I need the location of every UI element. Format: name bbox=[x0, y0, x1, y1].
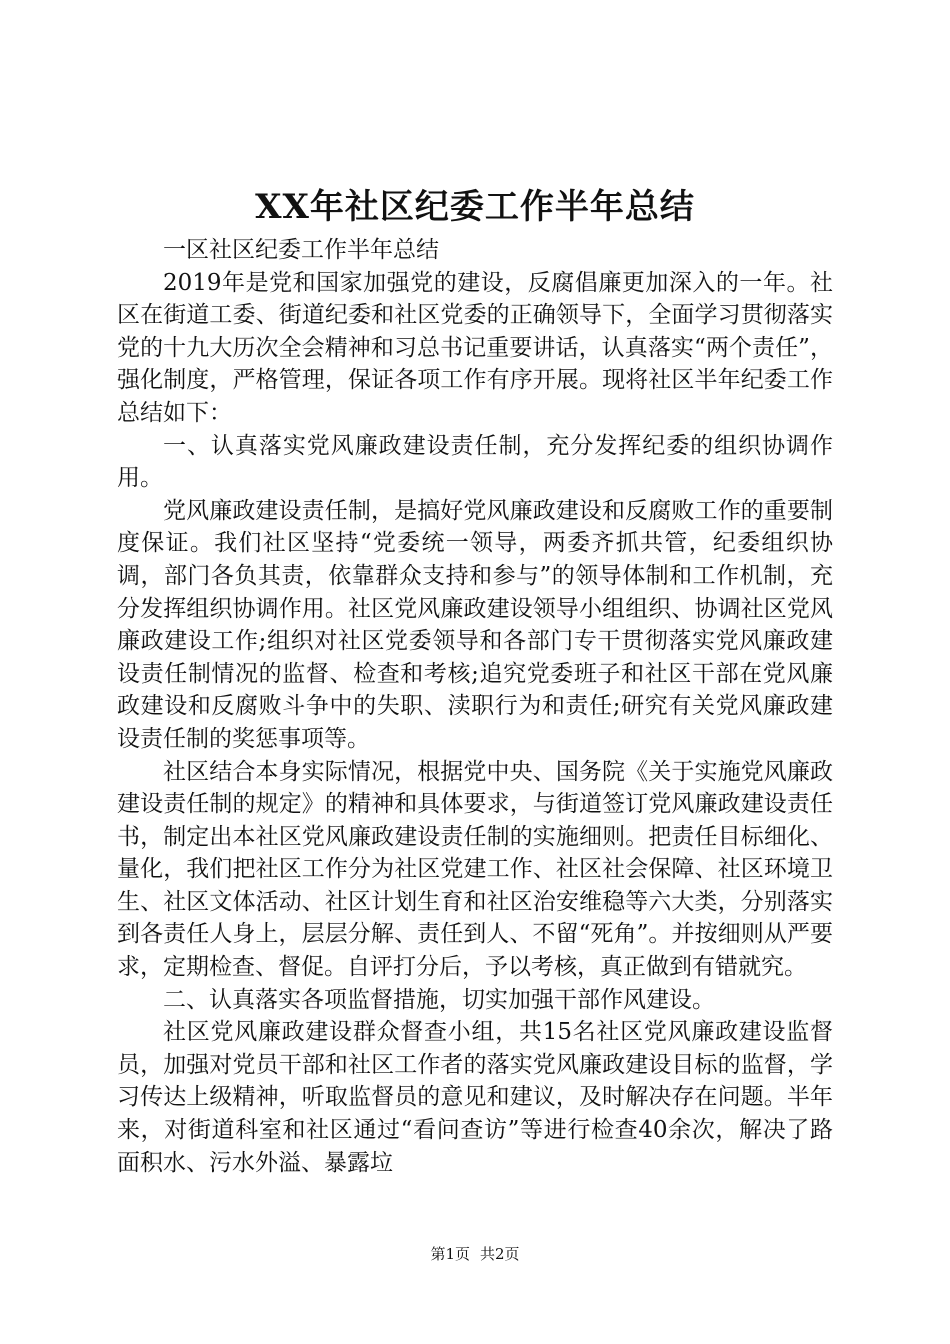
document-title: XX年社区纪委工作半年总结 bbox=[255, 187, 695, 227]
section-heading-2: 二、认真落实各项监督措施，切实加强干部作风建设。 bbox=[163, 986, 715, 1013]
paragraph-responsibility-system: 党风廉政建设责任制，是搞好党风廉政建设和反腐败工作的重要制度保证。我们社区坚持“党委统一领导，两委齐抓共管，纪委组织协调，部门各负其责，依靠群众支持和参与”的领导体制和工作机制，充分发挥组织协调作用。社区党风廉政建设领导小组组织、协调社区党风廉政建设工作;组织对社区党委领导和各部门专干贯彻落实党风廉政建设责任制情况的监督、检查和考核;追究党委班子和社区干部在党风廉政建设和反腐败斗争中的失职、渎职行为和责任;研究有关党风廉政建设责任制的奖惩事项等。 bbox=[117, 497, 833, 752]
paragraph-intro: 2019年是党和国家加强党的建设，反腐倡廉更加深入的一年。社区在街道工委、街道纪委和社区党委的正确领导下，全面学习贯彻落实党的十九大历次全会精神和习总书记重要讲话，认真落实“两个责任”，强化制度，严格管理，保证各项工作有序开展。现将社区半年纪委工作总结如下： bbox=[117, 269, 833, 426]
page-total: 共2页 bbox=[480, 1245, 520, 1263]
document-body bbox=[117, 234, 833, 1179]
page-footer bbox=[0, 1244, 950, 1264]
section-heading-1: 一、认真落实党风廉政建设责任制，充分发挥纪委的组织协调作用。 bbox=[117, 432, 833, 492]
paragraph-implementation-rules: 社区结合本身实际情况，根据党中央、国务院《关于实施党风廉政建设责任制的规定》的精神和具体要求，与街道签订党风廉政建设责任书，制定出本社区党风廉政建设责任制的实施细则。把责任目标细化、量化，我们把社区工作分为社区党建工作、社区社会保障、社区环境卫生、社区文体活动、社区计划生育和社区治安维稳等六大类，分别落实到各责任人身上，层层分解、责任到人、不留“死角”。并按细则从严要求，定期检查、督促。自评打分后，予以考核，真正做到有错就究。 bbox=[117, 758, 833, 981]
paragraph-subtitle: 一区社区纪委工作半年总结 bbox=[163, 237, 439, 263]
paragraph-supervision: 社区党风廉政建设群众督查小组，共15名社区党风廉政建设监督员，加强对党员干部和社区工作者的落实党风廉政建设目标的监督，学习传达上级精神，听取监督员的意见和建议，及时解决存在问题。半年来，对街道科室和社区通过“看问查访”等进行检查40余次，解决了路面积水、污水外溢、暴露垃 bbox=[117, 1019, 833, 1176]
page-number: 第1页 bbox=[430, 1245, 470, 1263]
